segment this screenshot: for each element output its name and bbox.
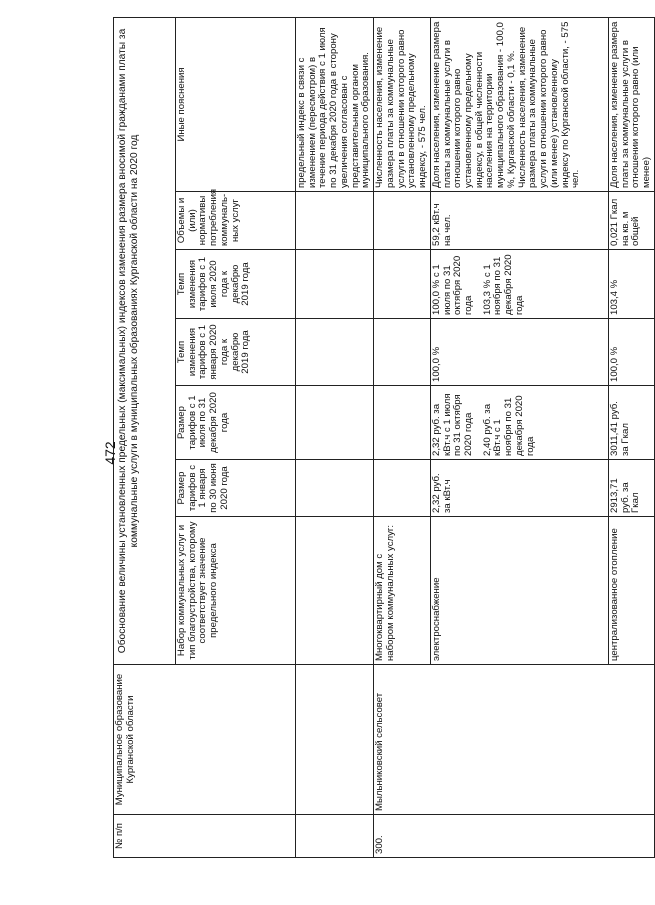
page-number: 472 <box>102 441 118 465</box>
electricity-tariff-jan-jun: 2,32 руб. за кВт.ч <box>430 460 608 517</box>
header-rate-jul: Темп изменения тарифов с 1 июля 2020 года к декабрю 2019 года <box>176 250 296 319</box>
service-heating: централизованное отопление <box>608 517 654 665</box>
cell-blank <box>296 250 374 319</box>
cell-blank <box>296 517 374 665</box>
header-num: № п/п <box>114 815 296 858</box>
continuation-note: предельный индекс в связи с изменением (пересмотром) в течение периода действия с 1 июля по 31 декабря 2020 года в сторону увеличения согласован с представительным органом муниципального образования. <box>296 17 374 191</box>
cell-blank <box>296 319 374 386</box>
header-services: Набор коммунальных услуг и тип благоустройства, которому соответствует значение предельного индекса <box>176 517 296 665</box>
table-row-continuation <box>296 17 374 857</box>
header-notes: Иные пояснения <box>176 17 296 191</box>
electricity-rate-period-2: 103,3 % с 1 ноября по 31 декабря 2020 года <box>481 254 525 315</box>
cell-blank <box>296 460 374 517</box>
header-tariff-jul-dec: Размер тарифов с 1 июля по 31 декабря 2020 года <box>176 386 296 460</box>
cell-blank <box>374 250 431 319</box>
electricity-rate-jan: 100,0 % <box>430 319 608 386</box>
cell-blank <box>374 460 431 517</box>
electricity-tariff-period-2: 2,40 руб. за кВт.ч с 1 ноября по 31 декабря 2020 года <box>481 395 536 456</box>
heating-rate-jul: 103,4 % <box>608 250 654 319</box>
cell-blank <box>374 192 431 250</box>
tariff-table <box>113 17 655 858</box>
tariff-table-rotated <box>113 18 653 858</box>
heating-tariff-jul-dec: 3011,41 руб. за Гкал <box>608 386 654 460</box>
housing-type: Многоквартирный дом с набором коммунальных услуг: <box>374 517 431 665</box>
electricity-rate-period-1: 100,0 % с 1 июля по 31 октября 2020 года <box>430 255 475 315</box>
heating-volume: 0,021 Гкал на кв. м общей <box>608 192 654 250</box>
header-volumes: Объемы и (или) нормативы потребления коммуналь-ных услуг <box>176 192 296 250</box>
header-tariff-jan-jun: Размер тарифов с 1 января по 30 июня 2020 года <box>176 460 296 517</box>
cell-blank <box>296 386 374 460</box>
header-municipality: Муниципальное образование Курганской области <box>114 665 296 815</box>
row-number: 300. <box>374 815 655 858</box>
heating-note: Доля населения, изменение размера платы за коммунальные услуги в отношении которого равно (или менее) <box>608 17 654 191</box>
header-rate-jan: Темп изменения тарифов с 1 января 2020 года к декабрю 2019 года <box>176 319 296 386</box>
electricity-note: Доля населения, изменение размера платы за коммунальные услуги в отношении которого равно установленному предельному индексу, в общей численности населения на территории муниципального образования - 100,0 %, Курганской области - 0,1 %. Численность населения, изменение размера платы за коммунальные услуги в отношении которого равно (или менее) установленному индексу по Курганской области, - 575 чел. <box>430 17 608 191</box>
cell-blank <box>296 665 374 815</box>
summary-note: Численность населения, изменение размера платы за коммунальные услуги в отношении которого равно установленному предельному индексу, - 575 чел. <box>374 17 431 191</box>
cell-blank <box>296 192 374 250</box>
electricity-tariff-jul-dec <box>430 386 608 460</box>
cell-blank <box>374 319 431 386</box>
electricity-tariff-period-1: 2,32 руб. за кВт.ч с 1 июля по 31 октября 2020 года <box>430 393 475 456</box>
heating-rate-jan: 100,0 % <box>608 319 654 386</box>
heating-tariff-jan-jun: 2913,71 руб. за Гкал <box>608 460 654 517</box>
municipality-name: Мыльниковский сельсовет <box>374 665 655 815</box>
table-title: Обоснование величины установленных предельных (максимальных) индексов изменения размера вносимой гражданами платы за коммунальные услуги в муниципальных образованиях Курганской области на 2020 год <box>114 17 176 664</box>
table-row <box>374 17 431 857</box>
service-electricity: электроснабжение <box>430 517 608 665</box>
electricity-volume: 59,2 кВт.ч на чел. <box>430 192 608 250</box>
electricity-rate-jul <box>430 250 608 319</box>
cell-blank <box>296 815 374 858</box>
cell-blank <box>374 386 431 460</box>
